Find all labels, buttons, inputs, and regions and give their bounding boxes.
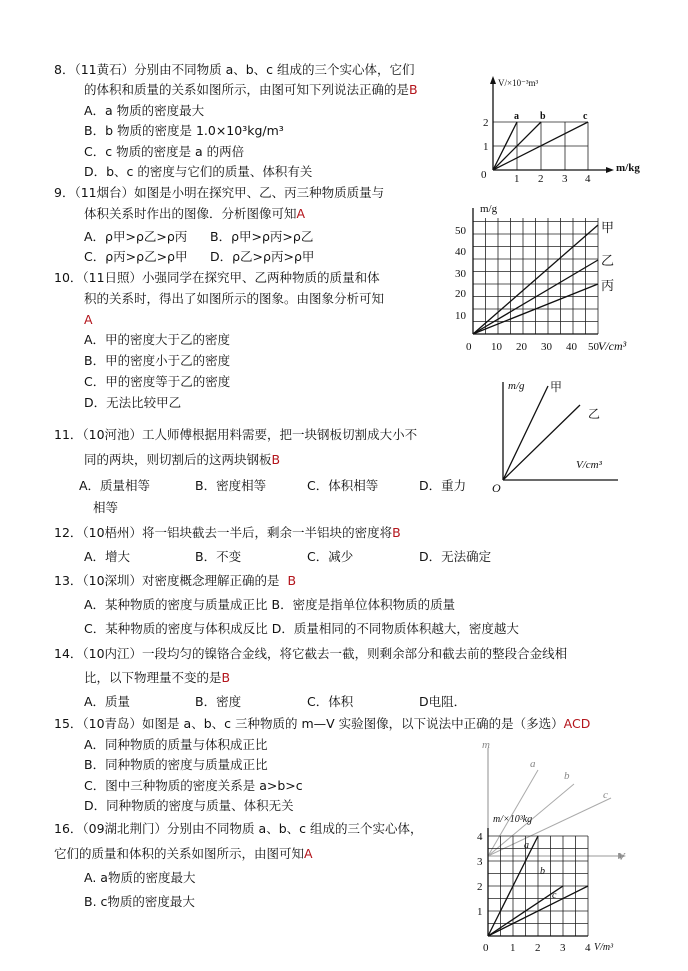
q9-ytick: 40 [455, 246, 466, 258]
q16-option-b: B. c物质的密度最大 [84, 894, 195, 909]
q11-answer: B [271, 452, 281, 467]
q8-line-label-a: a [514, 111, 519, 122]
q12-option-c: C．减少 [307, 549, 354, 564]
q9-stem-line2: 体积关系时作出的图像．分析图像可知A [84, 206, 306, 221]
q16-option-a: A. a物质的密度最大 [84, 870, 196, 885]
q9-xtick: 40 [566, 341, 577, 353]
q14-option-d: D电阻． [419, 694, 467, 709]
q8-option-b: B．b 物质的密度是 1.0×10³kg/m³ [84, 123, 284, 138]
q8-x-arrow [606, 167, 614, 173]
q16-stem-line1: 16．（09湖北荆门）分别由不同物质 a、b、c 组成的三个实心体， [54, 821, 423, 836]
q9-xlabel: V/cm³ [598, 339, 627, 353]
q10-option-b: B．甲的密度小于乙的密度 [84, 353, 231, 368]
q16-ylabel: m/×10³kg [493, 814, 533, 825]
q10-stem-line2: 积的关系时，得出了如图所示的图象。由图象分析可知 [84, 291, 385, 306]
q8-chart [478, 70, 673, 185]
q16-ytick: 2 [477, 881, 483, 893]
q8-y-arrow [490, 76, 496, 84]
q9-ytick: 50 [455, 225, 466, 237]
q8-answer: B [409, 82, 418, 97]
q9-xtick: 10 [491, 341, 502, 353]
q10-ylabel: m/g [508, 380, 525, 392]
q9-answer: A [296, 206, 306, 221]
q8-origin: 0 [481, 169, 487, 181]
q9-option-b: B．ρ甲>ρ丙>ρ乙 [210, 229, 314, 244]
q13-options-row2: C．某种物质的密度与体积成反比 D．质量相同的不同物质体积越大，密度越大 [84, 621, 519, 636]
q14-option-a: A．质量 [84, 694, 131, 709]
q11-option-a: A．质量相等 [79, 478, 151, 493]
q15-line-label-c: c [603, 789, 608, 801]
q12-option-d: D．无法确定 [419, 549, 492, 564]
q9-chart-grid [473, 218, 598, 334]
q16-xtick: 2 [535, 942, 541, 954]
q12-option-a: A．增大 [84, 549, 131, 564]
q15-ylabel: m [482, 739, 490, 751]
q8-option-c: C．c 物质的密度是 a 的两倍 [84, 144, 245, 159]
q10-line-label-yi: 乙 [588, 407, 601, 421]
q9-ytick: 20 [455, 288, 466, 300]
q8-xtick: 3 [562, 173, 568, 185]
q9-line-label-bing: 丙 [601, 278, 615, 293]
q14-answer: B [221, 670, 231, 685]
q14-option-b: B．密度 [195, 694, 242, 709]
q12-stem: 12．（10梧州）将一铝块截去一半后，剩余一半铝块的密度将B [54, 525, 401, 540]
q8-line-label-c: c [583, 111, 588, 122]
q16-line-label-b: b [540, 866, 545, 877]
q10-option-d: D．无法比较甲乙 [84, 395, 182, 410]
q15-option-a: A．同种物质的质量与体积成正比 [84, 737, 268, 752]
q14-option-c: C．体积 [307, 694, 354, 709]
q9-ytick: 30 [455, 268, 466, 280]
q9-option-c: C．ρ丙>ρ乙>ρ甲 [84, 249, 188, 264]
q13-answer: B [287, 573, 297, 588]
q16-ytick: 3 [477, 856, 483, 868]
q10-answer: A [84, 312, 93, 327]
q16-ytick: 4 [477, 831, 483, 843]
q8-line-label-b: b [540, 111, 546, 122]
q13-options-row1: A．某种物质的密度与质量成正比 B．密度是指单位体积物质的质量 [84, 597, 456, 612]
q9-ylabel: m/g [480, 203, 498, 215]
q8-ytick: 1 [483, 141, 489, 153]
q10-option-a: A．甲的密度大于乙的密度 [84, 332, 231, 347]
q11-option-c: C．体积相等 [307, 478, 379, 493]
q16-chart [476, 808, 656, 968]
q16-chart-grid [488, 836, 588, 936]
q16-ytick: 1 [477, 906, 483, 918]
q9-origin: 0 [466, 341, 472, 353]
q10-stem-line1: 10．（11日照）小强同学在探究甲、乙两种物质的质量和体 [54, 270, 380, 285]
q16-xtick: 1 [510, 942, 516, 954]
q9-option-a: A．ρ甲>ρ乙>ρ丙 [84, 229, 188, 244]
q8-ytick: 2 [483, 117, 489, 129]
q16-xlabel: V/m³ [594, 942, 614, 953]
q8-xtick: 1 [514, 173, 520, 185]
q12-answer: B [392, 525, 401, 540]
q16-origin: 0 [483, 942, 489, 954]
q10-xlabel: V/cm³ [576, 459, 602, 471]
q15-line-label-a: a [530, 758, 536, 770]
q10-option-c: C．甲的密度等于乙的密度 [84, 374, 231, 389]
q10-line-jia [503, 386, 548, 480]
q9-line-label-jia: 甲 [601, 220, 615, 235]
q9-ytick: 10 [455, 310, 466, 322]
q15-xlabel: V [618, 851, 625, 863]
q12-option-b: B．不变 [195, 549, 242, 564]
q8-xtick: 4 [585, 173, 591, 185]
q9-xtick: 30 [541, 341, 552, 353]
q11-option-d-cont: 相等 [93, 500, 119, 515]
q9-stem-line1: 9．（11烟台）如图是小明在探究甲、乙、丙三种物质质量与 [54, 185, 385, 200]
q16-xtick: 4 [585, 942, 591, 954]
q16-answer: A [304, 846, 313, 861]
q14-stem-line1: 14．（10内江）一段均匀的镍铬合金线，将它截去一截，则剩余部分和截去前的整段合金线相 [54, 646, 568, 661]
q10-chart [488, 372, 638, 494]
q16-stem-line2: 它们的质量和体积的关系如图所示，由图可知A [54, 846, 313, 861]
q11-option-d: D．重力 [419, 478, 467, 493]
q15-line-label-b: b [564, 770, 570, 782]
q16-line-label-c: c [552, 890, 557, 901]
q16-line-label-a: a [524, 840, 529, 851]
q8-stem-line2: 的体积和质量的关系如图所示，由图可知下列说法正确的是B [84, 82, 418, 97]
q9-option-d: D．ρ乙>ρ丙>ρ甲 [210, 249, 315, 264]
q9-chart [448, 200, 648, 358]
q11-stem-line2: 同的两块，则切割后的这两块钢板B [84, 452, 281, 467]
q10-line-label-jia: 甲 [550, 380, 563, 394]
q9-xtick: 50 [588, 341, 599, 353]
q10-origin: O [492, 481, 501, 495]
q11-stem-line1: 11．（10河池）工人师傅根据用料需要，把一块钢板切割成大小不 [54, 427, 418, 442]
q14-stem-line2: 比，以下物理量不变的是B [84, 670, 231, 685]
q9-line-label-yi: 乙 [601, 253, 615, 268]
q8-option-a: A．a 物质的密度最大 [84, 103, 205, 118]
q11-option-b: B．密度相等 [195, 478, 267, 493]
q16-xtick: 3 [560, 942, 566, 954]
q15-option-c: C．图中三种物质的密度关系是 a>b>c [84, 778, 303, 793]
q13-stem: 13．（10深圳）对密度概念理解正确的是 B [54, 573, 297, 588]
q10-line-yi [503, 405, 580, 480]
q8-xtick: 2 [538, 173, 544, 185]
q15-option-d: D．同种物质的密度与质量、体积无关 [84, 798, 294, 813]
q15-option-b: B．同种物质的密度与质量成正比 [84, 757, 268, 772]
q8-ylabel: V/×10⁻³m³ [498, 78, 539, 88]
q8-option-d: D．b、c 的密度与它们的质量、体积有关 [84, 164, 313, 179]
q15-stem: 15．（10青岛）如图是 a、b、c 三种物质的 m—V 实验图像，以下说法中正确的是（多选）ACD [54, 716, 591, 731]
q8-xlabel: m/kg [616, 162, 640, 174]
q8-stem-line1: 8．（11黄石）分别由不同物质 a、b、c 组成的三个实心体，它们 [54, 62, 415, 77]
q15-answer: ACD [563, 716, 591, 731]
q9-xtick: 20 [516, 341, 527, 353]
